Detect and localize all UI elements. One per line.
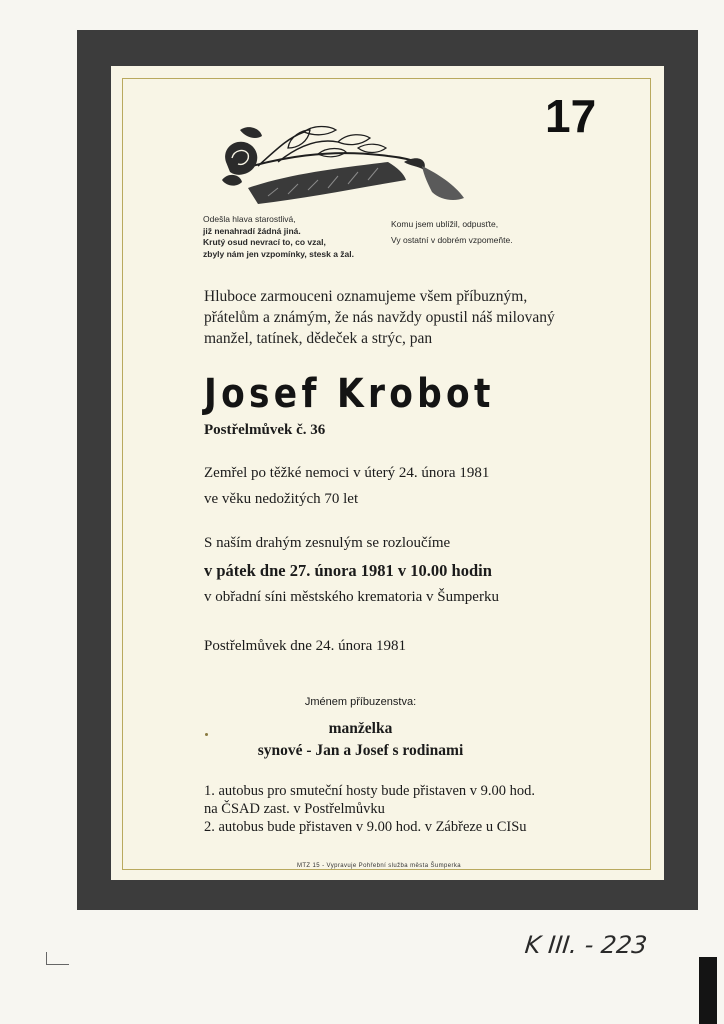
family-members <box>204 718 517 762</box>
bus-line: 1. autobus pro smuteční hosty bude přistaven v 9.00 hod. <box>204 783 536 799</box>
ink-speck <box>205 733 208 736</box>
page-number: 17 <box>545 90 597 142</box>
announcement-line: manžel, tatínek, dědeček a strýc, pan <box>204 330 433 347</box>
deceased-name: Josef Krobot <box>204 371 495 417</box>
deceased-address: Postřelmůvek č. 36 <box>204 422 326 438</box>
bus-line: na ČSAD zast. v Postřelmůvku <box>204 801 385 817</box>
family-member: synové - Jan a Josef s rodinami <box>257 742 464 759</box>
verse-line: Odešla hlava starostlivá, <box>203 214 296 224</box>
printer-footer: MTZ 15 - Vypravuje Pohřební služba města Šumperka <box>296 863 462 869</box>
place-and-date: Postřelmůvek dne 24. února 1981 <box>204 638 407 654</box>
family-member: manželka <box>328 720 393 737</box>
family-label: Jménem příbuzenstva: <box>304 696 417 708</box>
verse-line: zbyly nám jen vzpomínky, stesk a žal. <box>203 248 355 259</box>
death-line: Zemřel po těžké nemoci v úterý 24. února 1981 <box>204 465 490 481</box>
farewell-intro: S naším drahým zesnulým se rozloučíme <box>204 535 451 551</box>
rose-ribbon-icon <box>218 118 468 210</box>
farewell-info <box>204 530 604 611</box>
announcement-line: přátelům a známým, že nás navždy opustil náš milovaný <box>204 309 555 326</box>
farewell-place: v obřadní síni městského krematoria v Šumperku <box>204 589 499 605</box>
verse-left <box>203 214 403 260</box>
archive-code: K III. - 223 <box>523 931 649 959</box>
announcement-line: Hluboce zarmouceni oznamujeme všem příbuzným, <box>204 288 528 305</box>
verse-line: Komu jsem ublížil, odpusťte, <box>391 219 499 229</box>
verse-line: již nenahradí žádná jiná. <box>203 225 301 236</box>
verse-line: Vy ostatní v dobrém vzpomeňte. <box>391 235 513 245</box>
bus-line: 2. autobus bude přistaven v 9.00 hod. v Zábřeze u CISu <box>204 819 527 835</box>
scan-edge-mark <box>699 957 717 1024</box>
farewell-date-time: v pátek dne 27. února 1981 v 10.00 hodin <box>204 561 492 580</box>
bus-info <box>204 782 604 836</box>
death-line: ve věku nedožitých 70 let <box>204 491 359 507</box>
verse-right <box>391 216 611 248</box>
scan-corner-tick <box>46 952 69 965</box>
announcement-text <box>204 286 604 349</box>
death-info <box>204 460 489 512</box>
verse-line: Krutý osud nevrací to, co vzal, <box>203 237 326 247</box>
